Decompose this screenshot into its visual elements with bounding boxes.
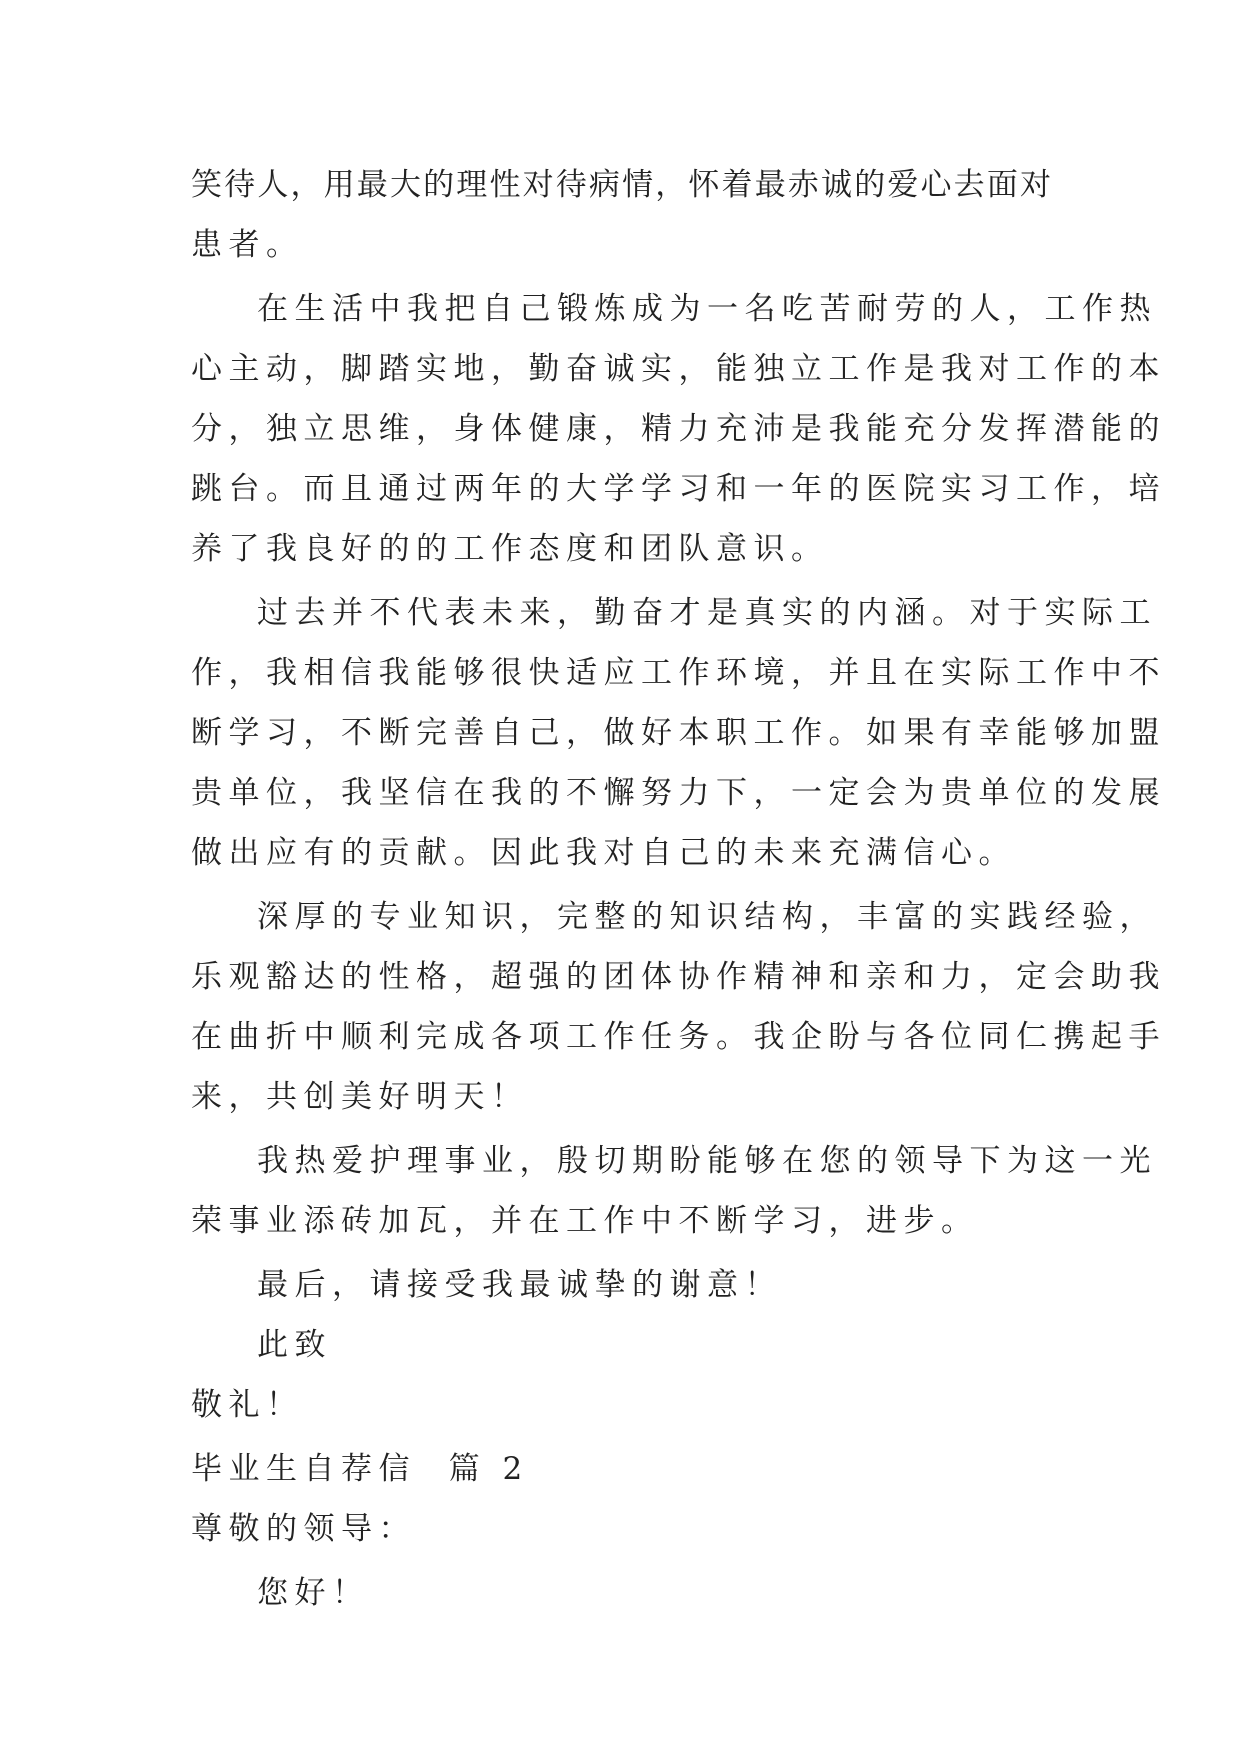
closing-thanks: 最后，请接受我最诚挚的谢意！ [257,1267,782,1303]
greeting: 您好！ [257,1575,370,1611]
paragraph-4-line-3: 在曲折中顺利完成各项工作任务。我企盼与各位同仁携起手 [191,1019,1166,1055]
salutation: 尊敬的领导： [191,1511,416,1547]
paragraph-3-line-5: 做出应有的贡献。因此我对自己的未来充满信心。 [191,835,1016,871]
paragraph-1-line-1: 笑待人，用最大的理性对待病情，怀着最赤诚的爱心去面对 [191,167,1051,203]
paragraph-4-line-1: 深厚的专业知识，完整的知识结构，丰富的实践经验， [257,899,1157,935]
paragraph-3-line-3: 断学习，不断完善自己，做好本职工作。如果有幸能够加盟 [191,715,1166,751]
paragraph-3-line-4: 贵单位，我坚信在我的不懈努力下，一定会为贵单位的发展 [191,775,1166,811]
closing-ci-zhi: 此致 [257,1327,332,1363]
paragraph-2-line-4: 跳台。而且通过两年的大学学习和一年的医院实习工作，培 [191,471,1166,507]
paragraph-4-line-4: 来，共创美好明天！ [191,1079,529,1115]
paragraph-2-line-3: 分，独立思维，身体健康，精力充沛是我能充分发挥潜能的 [191,411,1166,447]
paragraph-4-line-2: 乐观豁达的性格，超强的团体协作精神和亲和力，定会助我 [191,959,1166,995]
paragraph-5-line-2: 荣事业添砖加瓦，并在工作中不断学习，进步。 [191,1203,979,1239]
paragraph-2-line-1: 在生活中我把自己锻炼成为一名吃苦耐劳的人，工作热 [257,291,1157,327]
paragraph-2-line-2: 心主动，脚踏实地，勤奋诚实，能独立工作是我对工作的本 [191,351,1166,387]
section-heading: 毕业生自荐信 篇 2 [191,1451,529,1487]
paragraph-1-line-2: 患者。 [191,227,304,263]
paragraph-3-line-1: 过去并不代表未来，勤奋才是真实的内涵。对于实际工 [257,595,1157,631]
closing-jing-li: 敬礼！ [191,1387,304,1423]
paragraph-3-line-2: 作，我相信我能够很快适应工作环境，并且在实际工作中不 [191,655,1166,691]
paragraph-2-line-5: 养了我良好的的工作态度和团队意识。 [191,531,829,567]
paragraph-5-line-1: 我热爱护理事业，殷切期盼能够在您的领导下为这一光 [257,1143,1157,1179]
